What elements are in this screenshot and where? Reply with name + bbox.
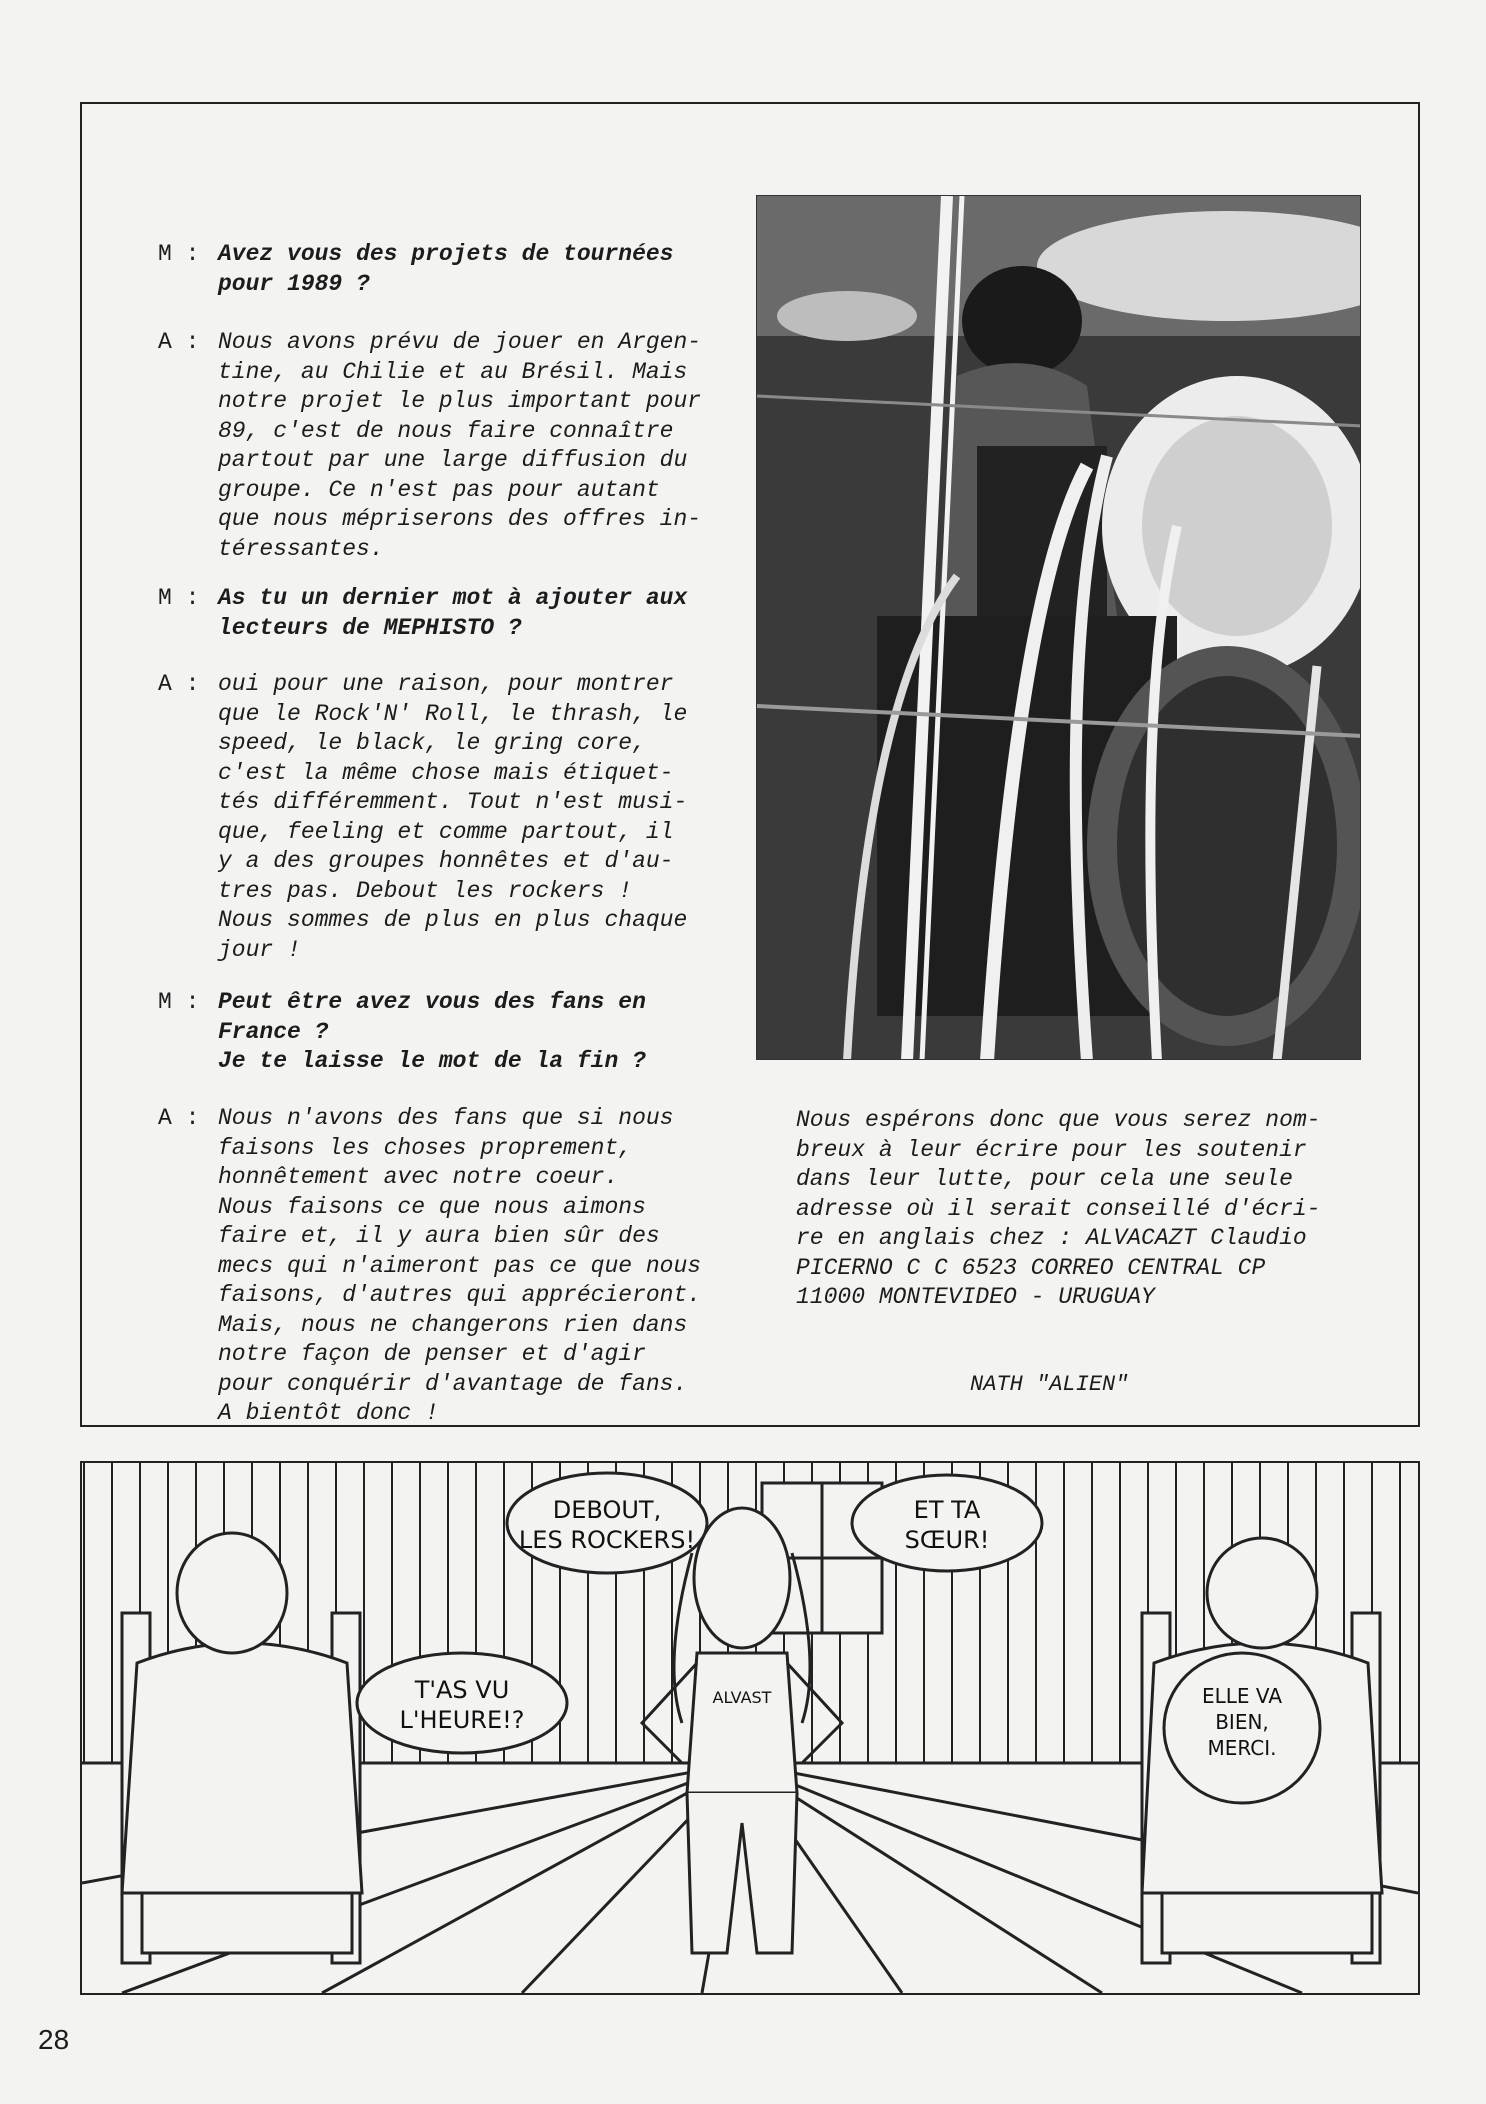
comic-strip	[80, 1461, 1420, 1995]
speech-bubble-debout: DEBOUT, LES ROCKERS!	[518, 1496, 696, 1554]
speaker-label: M :	[158, 585, 200, 611]
drummer-photo	[756, 195, 1361, 1060]
speech-bubble-tas-vu-lheure: T'AS VU L'HEURE!?	[399, 1676, 525, 1734]
question-text: Peut être avez vous des fans en France ? Je te laisse le mot de la fin ?	[218, 989, 646, 1074]
signature: NATH "ALIEN"	[970, 1372, 1129, 1397]
answer-text: oui pour une raison, pour montrer que le Rock'N' Roll, le thrash, le speed, le black, le gring core, c'est la même chose mais étiquet- tés différemment. Tout n'est musi- que, feeling et comme partout, il y a des groupes honnêtes et d'au- tres pas. Debout les rockers ! Nous sommes de plus en plus chaque jour !	[218, 671, 688, 963]
answer-last-word	[158, 670, 738, 965]
speaker-label: A :	[158, 1105, 200, 1131]
answer-text: Nous avons prévu de jouer en Argen- tine, au Chilie et au Brésil. Mais notre projet le plus important pour 89, c'est de nous faire connaître partout par une large diffusion du groupe. Ce n'est pas pour autant que nous mépriserons des offres in- téressantes.	[218, 329, 702, 562]
question-fans	[158, 988, 738, 1077]
speaker-label: A :	[158, 671, 200, 697]
speaker-label: A :	[158, 329, 200, 355]
question-tour	[158, 240, 738, 299]
speech-bubble-elle-va-bien: ELLE VA BIEN, MERCI.	[1202, 1684, 1282, 1760]
shirt-lettering: ALVAST	[712, 1688, 772, 1707]
question-text: As tu un dernier mot à ajouter aux lecteurs de MEPHISTO ?	[218, 585, 688, 641]
drummer-photo-graphic	[757, 196, 1361, 1060]
question-last-word	[158, 584, 738, 643]
contact-note: Nous espérons donc que vous serez nom- breux à leur écrire pour les soutenir dans leur lutte, pour cela une seule adresse où il serait conseillé d'écri- re en anglais chez : ALVACAZT Claudio PICERNO C C 6523 CORREO CENTRAL CP 11000 MONTEVIDEO - URUGUAY	[796, 1107, 1321, 1310]
page-number: 28	[38, 2024, 70, 2055]
speaker-label: M :	[158, 989, 200, 1015]
speaker-label: M :	[158, 241, 200, 267]
question-text: Avez vous des projets de tournées pour 1989 ?	[218, 241, 674, 297]
answer-tour	[158, 328, 738, 564]
answer-fans	[158, 1104, 738, 1429]
answer-text: Nous n'avons des fans que si nous faisons les choses proprement, honnêtement avec notre coeur. Nous faisons ce que nous aimons faire et, il y aura bien sûr des mecs qui n'aimeront pas ce que nous faisons, d'autres qui apprécieront. Mais, nous ne changerons rien dans notre façon de penser et d'agir pour conquérir d'avantage de fans. A bientôt donc !	[218, 1105, 702, 1426]
speech-bubble-et-ta-soeur: ET TA SŒUR!	[904, 1496, 990, 1554]
